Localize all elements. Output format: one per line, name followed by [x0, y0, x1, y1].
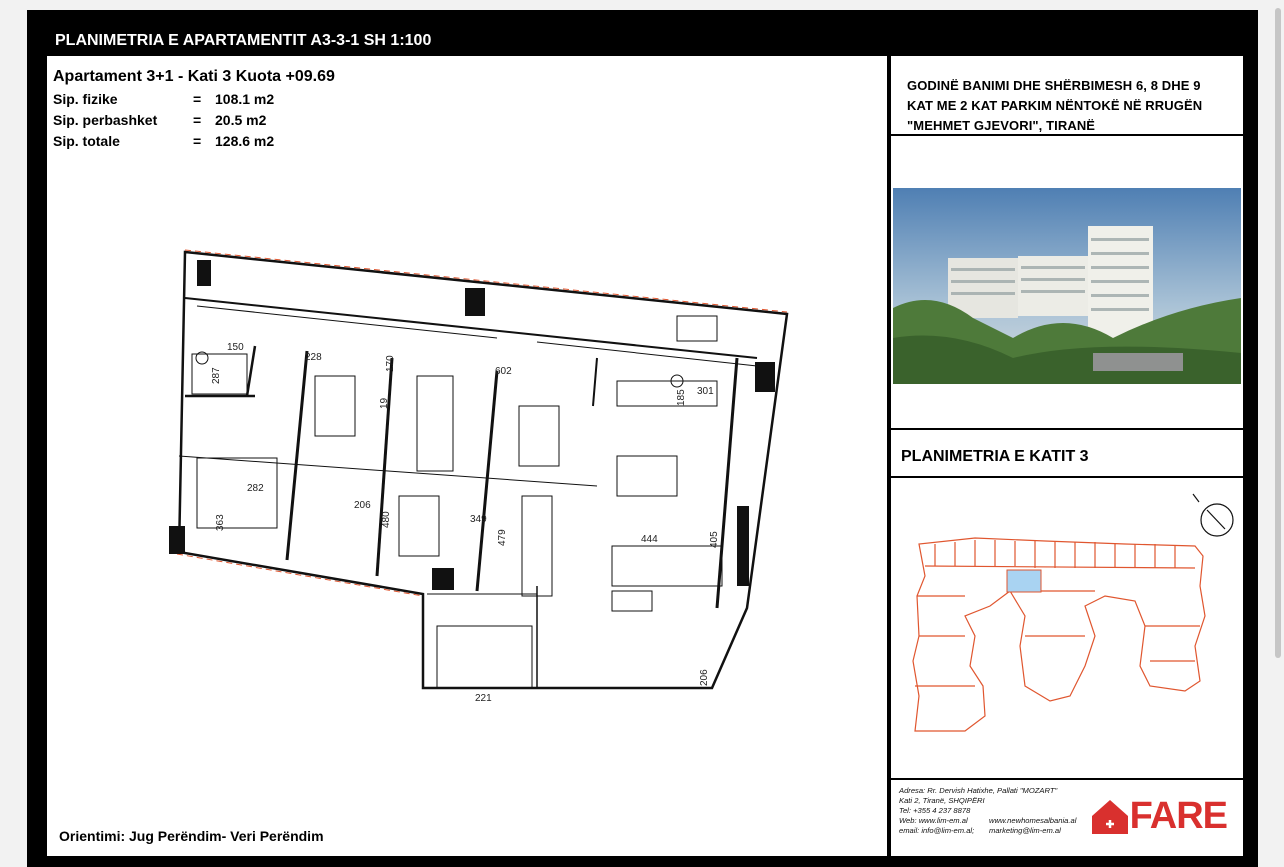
dimension-label: 228: [305, 352, 322, 363]
column: [197, 260, 211, 286]
north-arrow-icon: [1193, 494, 1233, 536]
project-title-line: GODINË BANIMI DHE SHËRBIMESH 6, 8 DHE 9: [907, 78, 1201, 93]
dimension-label: 363: [215, 514, 226, 531]
dimension-label: 480: [381, 511, 392, 528]
email-link[interactable]: marketing@lim-em.al: [989, 826, 1061, 835]
project-panel: [891, 56, 1243, 856]
drawing-sheet: [27, 10, 1258, 867]
area-row: [53, 88, 335, 109]
sofa: [612, 546, 722, 586]
contact-footer: [891, 778, 1243, 856]
dimension-label: 287: [211, 367, 222, 384]
area-label: Sip. totale: [53, 132, 120, 149]
floor-key-plan: [895, 486, 1239, 776]
dimension-label: 221: [475, 693, 492, 704]
column: [432, 568, 454, 590]
dimension-label: 185: [676, 389, 687, 406]
column: [465, 288, 485, 316]
dimension-label: 479: [497, 529, 508, 546]
phone-line: Tel: +355 4 237 8878: [899, 806, 971, 815]
area-eq: =: [193, 90, 202, 107]
column: [737, 506, 749, 586]
interior-wall: [247, 346, 255, 396]
area-eq: =: [193, 132, 202, 149]
facade-dash: [185, 250, 787, 312]
wardrobe: [417, 376, 453, 471]
bed: [197, 458, 277, 528]
wall-columns: [169, 260, 775, 590]
coffee-table: [612, 591, 652, 611]
dimension-label: 150: [227, 342, 244, 353]
interior-wall: [287, 351, 307, 560]
project-title-line: KAT ME 2 KAT PARKIM NËNTOKË NË RRUGËN: [907, 98, 1203, 113]
wardrobe: [522, 496, 552, 596]
column: [169, 526, 185, 554]
floor-plan-title: PLANIMETRIA E KATIT 3: [901, 448, 1089, 465]
floor-plan-drawing: [157, 246, 797, 716]
dimension-label: 301: [697, 386, 714, 397]
address-line: Kati 2, Tiranë, SHQIPËRI: [899, 796, 985, 805]
sheet-title: PLANIMETRIA E APARTAMENTIT A3-3-1 SH 1:100: [55, 32, 432, 49]
dimension-label: 444: [641, 534, 658, 545]
dimension-label: 19: [379, 397, 390, 409]
area-label: Sip. perbashket: [53, 111, 158, 128]
scrollbar[interactable]: [1270, 0, 1284, 867]
interior-wall: [593, 358, 597, 406]
bed: [519, 406, 559, 466]
window-band: [197, 306, 497, 338]
dimension-labels: [211, 342, 720, 704]
fare-logo: [1090, 796, 1227, 836]
column: [755, 362, 775, 392]
project-title-line: "MEHMET GJEVORI", TIRANË: [907, 118, 1096, 133]
bed: [315, 376, 355, 436]
highlighted-apartment: [1007, 570, 1041, 592]
contact-info: [899, 786, 1076, 836]
interior-wall: [377, 358, 392, 576]
area-row: [53, 130, 335, 151]
logo-text: FARE: [1129, 795, 1227, 837]
divider: [891, 476, 1243, 478]
interior-wall: [717, 358, 737, 608]
balcony: [437, 626, 532, 688]
dimension-label: 405: [709, 531, 720, 548]
area-value: 128.6 m2: [215, 132, 275, 149]
area-value: 108.1 m2: [215, 90, 275, 107]
dimension-label: 349: [470, 514, 487, 525]
email-line: [899, 826, 1076, 836]
interior-wall: [179, 456, 597, 486]
divider: [891, 134, 1243, 136]
dimension-label: 206: [699, 669, 710, 686]
dimension-label: 170: [385, 355, 396, 372]
web-line: [899, 816, 1076, 826]
project-title: [907, 76, 1202, 136]
dimension-label: 206: [354, 500, 371, 511]
apartment-plan-panel: [47, 56, 887, 856]
facade-dash: [177, 554, 423, 596]
divider: [891, 428, 1243, 430]
web-link[interactable]: www.newhomesalbania.al: [989, 816, 1077, 825]
building-rendering-image: [893, 188, 1241, 384]
interior-wall: [477, 371, 497, 591]
scrollbar-thumb[interactable]: [1275, 8, 1281, 658]
dimension-label: 602: [495, 366, 512, 377]
bed: [399, 496, 439, 556]
area-eq: =: [193, 111, 202, 128]
area-value: 20.5 m2: [215, 111, 267, 128]
outer-wall: [179, 252, 787, 688]
email-link[interactable]: email: info@lim-em.al;: [899, 826, 975, 835]
dining-table: [617, 456, 677, 496]
sink: [677, 316, 717, 341]
address-line: Adresa: Rr. Dervish Hatixhe, Pallati "MOZART": [899, 786, 1058, 795]
orientation-note: Orientimi: Jug Perëndim- Veri Perëndim: [59, 828, 324, 844]
dimension-label: 282: [247, 483, 264, 494]
area-row: [53, 109, 335, 130]
house-plus-icon: [1090, 796, 1130, 836]
area-label: Sip. fizike: [53, 90, 118, 107]
web-link[interactable]: Web: www.lim-em.al: [899, 816, 968, 825]
apartment-heading: Apartament 3+1 - Kati 3 Kuota +09.69: [53, 68, 335, 85]
apartment-info: [53, 68, 335, 151]
